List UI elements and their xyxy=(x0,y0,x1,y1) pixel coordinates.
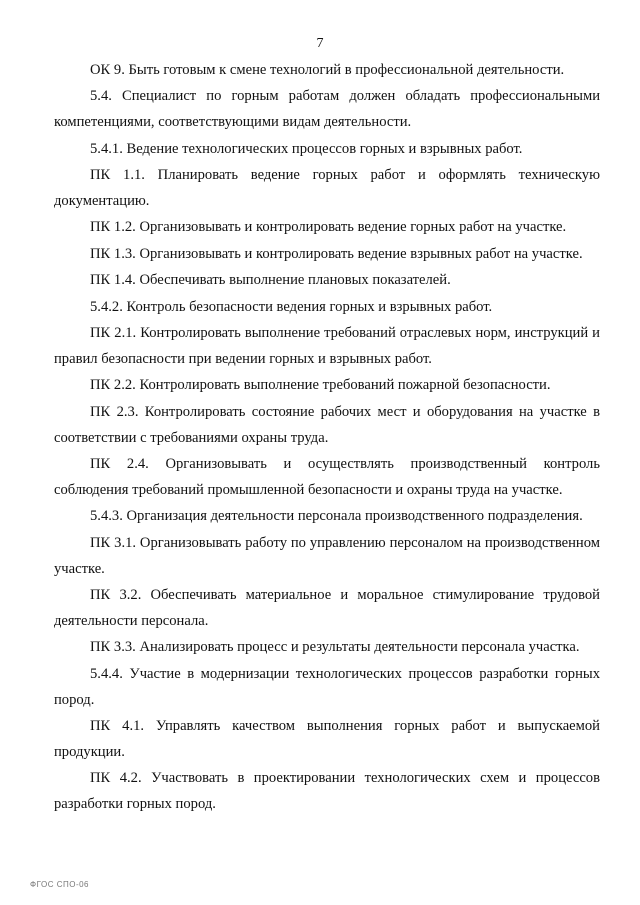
paragraph-pk-1-2: ПК 1.2. Организовывать и контролировать ведение горных работ на участке. xyxy=(90,219,567,236)
footer-mark: ФГОС СПО-06 xyxy=(30,880,89,889)
paragraph-pk-3-1: ПК 3.1. Организовывать работу по управлению персоналом на производственном участке. xyxy=(54,534,600,577)
paragraph-pk-2-3: ПК 2.3. Контролировать состояние рабочих мест и оборудования на участке в соответствии с требованиями охраны труда. xyxy=(54,403,600,446)
paragraph-ok9: ОК 9. Быть готовым к смене технологий в профессиональной деятельности. xyxy=(90,62,565,78)
paragraph-5-4-4: 5.4.4. Участие в модернизации технологических процессов разработки горных пород. xyxy=(54,665,600,708)
paragraph-pk-1-3: ПК 1.3. Организовывать и контролировать ведение взрывных работ на участке. xyxy=(90,245,583,262)
page-number: 7 xyxy=(316,36,324,51)
paragraph-5-4-2: 5.4.2. Контроль безопасности ведения горных и взрывных работ. xyxy=(90,298,493,315)
paragraph-pk-3-3: ПК 3.3. Анализировать процесс и результаты деятельности персонала участка. xyxy=(90,639,580,656)
paragraph-pk-1-1: ПК 1.1. Планировать ведение горных работ и оформлять техническую документацию. xyxy=(54,167,600,210)
paragraph-5-4-3: 5.4.3. Организация деятельности персонала производственного подразделения. xyxy=(90,508,583,525)
document-body xyxy=(54,58,600,818)
paragraph-pk-4-2: ПК 4.2. Участвовать в проектировании технологических схем и процессов разработки горных пород. xyxy=(54,770,600,813)
paragraph-pk-4-1: ПК 4.1. Управлять качеством выполнения горных работ и выпускаемой продукции. xyxy=(54,718,600,761)
paragraph-5-4: 5.4. Специалист по горным работам должен обладать профессиональными компетенциями, соответствующими видам деятельности. xyxy=(54,88,600,131)
paragraph-pk-1-4: ПК 1.4. Обеспечивать выполнение плановых показателей. xyxy=(90,272,451,289)
paragraph-pk-2-4: ПК 2.4. Организовывать и осуществлять производственный контроль соблюдения требований промышленной безопасности и охраны труда на участке. xyxy=(54,456,600,498)
paragraph-pk-2-1: ПК 2.1. Контролировать выполнение требований отраслевых норм, инструкций и правил безопасности при ведении горных и взрывных работ. xyxy=(54,325,600,367)
paragraph-pk-2-2: ПК 2.2. Контролировать выполнение требований пожарной безопасности. xyxy=(90,377,551,394)
paragraph-5-4-1: 5.4.1. Ведение технологических процессов горных и взрывных работ. xyxy=(90,140,523,157)
paragraph-pk-3-2: ПК 3.2. Обеспечивать материальное и моральное стимулирование трудовой деятельности персонала. xyxy=(54,587,600,630)
